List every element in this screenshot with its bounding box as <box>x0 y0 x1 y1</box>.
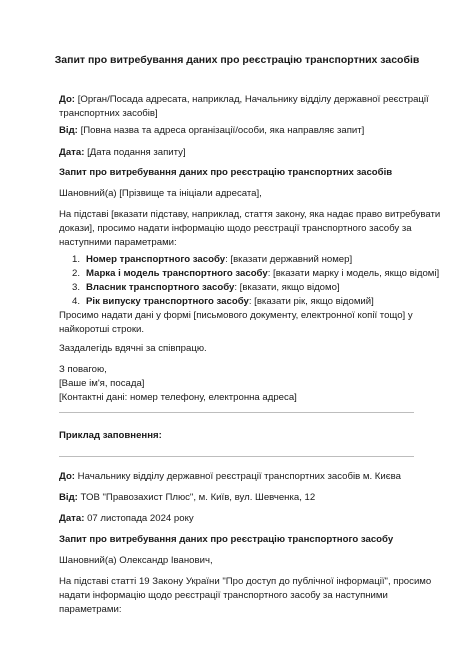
document-title: Запит про витребування даних про реєстрацію транспортних засобів <box>54 54 420 66</box>
signature-block <box>59 363 419 405</box>
from-label: Від: <box>59 125 78 136</box>
basis-line1: На підставі [вказати підставу, наприклад, стаття закону, яка надає право витребувати <box>59 209 441 220</box>
list-item-label: Марка і модель транспортного засобу <box>86 268 268 279</box>
list-item-number: 1. <box>72 254 81 265</box>
list-item-label: Рік випуску транспортного засобу <box>86 296 249 307</box>
to-field <box>59 93 429 121</box>
signature-line3: [Контактні дані: номер телефону, електронна адреса] <box>59 392 297 403</box>
list-item-number: 3. <box>72 282 81 293</box>
to-value-line2: транспортних засобів] <box>59 108 158 119</box>
example-basis-line3: параметрами: <box>59 604 122 615</box>
divider <box>59 456 414 457</box>
list-item-value: : [вказати державний номер] <box>225 254 353 265</box>
date-field <box>59 146 419 160</box>
list-item-value: : [вказати марку і модель, якщо відомі] <box>267 268 440 279</box>
date-label: Дата: <box>59 147 85 158</box>
basis-line3: наступними параметрами: <box>59 237 177 248</box>
thanks-text: Заздалегідь вдячні за співпрацю. <box>59 343 207 354</box>
request-line1: Просимо надати дані у формі [письмового документу, електронної копії тощо] у <box>59 310 413 321</box>
date-value: [Дата подання запиту] <box>87 147 186 158</box>
example-to-field <box>59 470 419 484</box>
example-heading: Приклад заповнення: <box>59 430 162 441</box>
example-from-label: Від: <box>59 492 78 503</box>
example-to-label: До: <box>59 471 76 482</box>
greeting: Шановний(а) [Прізвище та ініціали адресата], <box>59 188 262 199</box>
from-field <box>59 124 419 138</box>
list-item <box>72 253 432 267</box>
signature-line2: [Ваше ім'я, посада] <box>59 378 145 389</box>
to-label: До: <box>59 94 76 105</box>
example-date-label: Дата: <box>59 513 85 524</box>
signature-line1: З повагою, <box>59 364 107 375</box>
list-item-label: Номер транспортного засобу <box>86 254 226 265</box>
example-date-value: 07 листопада 2024 року <box>84 513 194 524</box>
basis-paragraph <box>59 208 441 250</box>
example-basis-line2: надати інформацію щодо реєстрації транспортного засобу за наступними <box>59 590 388 601</box>
example-basis-paragraph <box>59 575 432 617</box>
example-to-value: Начальнику відділу державної реєстрації транспортних засобів м. Києва <box>75 471 401 482</box>
list-item-label: Власник транспортного засобу <box>86 282 235 293</box>
list-item-number: 2. <box>72 268 81 279</box>
example-subject-heading: Запит про витребування даних про реєстрацію транспортного засобу <box>59 534 394 545</box>
example-greeting: Шановний(а) Олександр Іванович, <box>59 555 213 566</box>
list-item <box>72 281 432 295</box>
example-basis-line1: На підставі статті 19 Закону України "Про доступ до публічної інформації", просимо <box>59 576 432 587</box>
request-line2: найкоротші строки. <box>59 324 145 335</box>
parameters-list <box>72 253 440 309</box>
list-item-value: : [вказати, якщо відомо] <box>234 282 340 293</box>
list-item-value: : [вказати рік, якщо відомий] <box>248 296 374 307</box>
divider <box>59 412 414 413</box>
example-from-value: ТОВ "Правозахист Плюс", м. Київ, вул. Шевченка, 12 <box>77 492 316 503</box>
list-item-number: 4. <box>72 296 81 307</box>
to-value-line1: [Орган/Посада адресата, наприклад, Начальнику відділу державної реєстрації <box>77 94 429 105</box>
request-paragraph <box>59 309 419 337</box>
basis-line2: докази], просимо надати інформацію щодо реєстрації транспортного засобу за <box>59 223 412 234</box>
list-item <box>72 295 432 309</box>
from-value: [Повна назва та адреса організації/особи, яка направляє запит] <box>80 125 365 136</box>
example-from-field <box>59 491 419 505</box>
example-date-field <box>59 512 419 526</box>
subject-heading: Запит про витребування даних про реєстрацію транспортних засобів <box>59 167 393 178</box>
list-item <box>72 267 440 281</box>
